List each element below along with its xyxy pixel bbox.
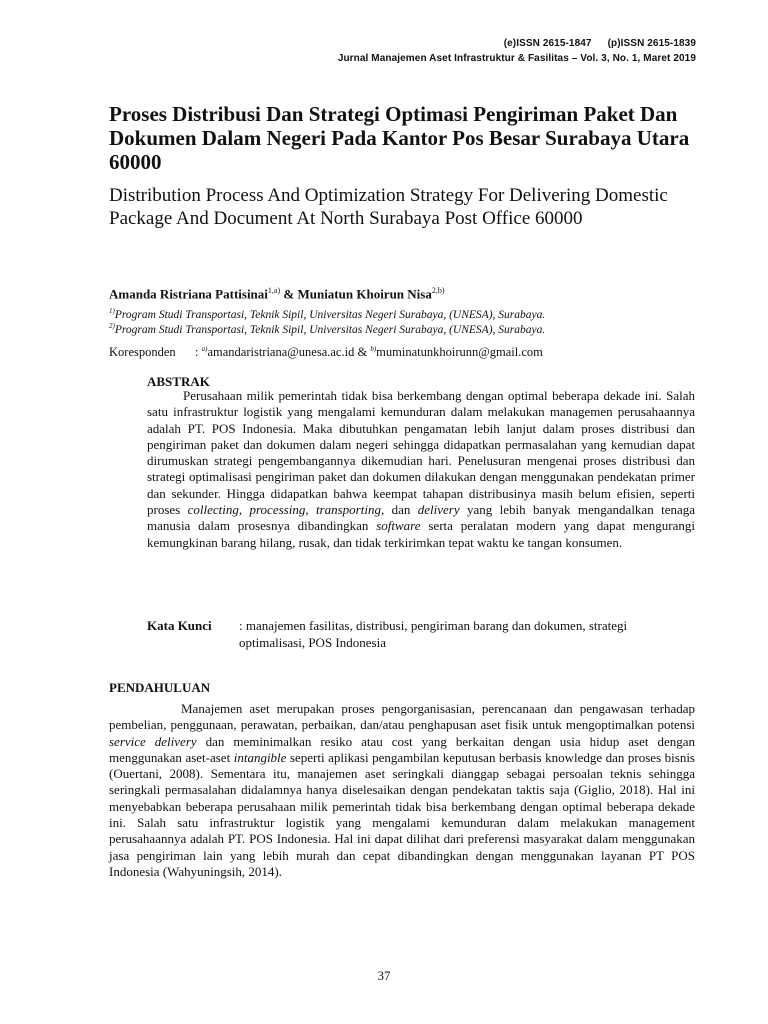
paper-title: Proses Distribusi Dan Strategi Optimasi Pengiriman Paket Dan Dokumen Dalam Negeri Pada Kantor Pos Besar Surabaya Utara 60000: [109, 102, 690, 174]
intro-heading: PENDAHULUAN: [109, 680, 211, 695]
keywords-text: : manajemen fasilitas, distribusi, pengiriman barang dan dokumen, strategi optimalisasi, POS Indonesia: [239, 618, 628, 650]
abstract-text-3: yang lebih banyak mengandalkan tenaga manusia dalam prosesnya dibandingkan: [147, 502, 695, 534]
issn-line: [504, 38, 696, 49]
affiliation-1: [109, 307, 545, 321]
authors: [109, 286, 445, 302]
intro-body: [109, 701, 695, 880]
intro-italic-1: service delivery: [109, 733, 197, 749]
author-2-sup: 2,b): [431, 286, 445, 295]
author-separator: &: [280, 286, 298, 302]
author-2: Muniatun Khoirun Nisa: [297, 286, 432, 302]
intro-text-2: dan meminimalkan resiko atau cost yang berkaitan dengan usia hidup aset dengan menggunakan aset-aset: [109, 733, 695, 765]
abstract-text-2: dan: [384, 502, 418, 518]
correspondence-label: Koresponden: [109, 345, 176, 360]
page-number: 37: [377, 968, 391, 983]
correspondence-colon: :: [195, 345, 202, 360]
keywords: [147, 618, 695, 651]
pissn: (p)ISSN 2615-1839: [607, 38, 696, 49]
abstract-italic-1: collecting, processing, transporting,: [187, 502, 385, 518]
intro-text-1: Manajemen aset merupakan proses pengorganisasian, perencanaan dan pengawasan terhadap pembelian, penggunaan, perawatan, perbaikan, dan/atau penghapusan aset fisik untuk mengoptimalkan potensi: [109, 701, 695, 733]
correspondence: [109, 345, 543, 360]
email-b[interactable]: muminatunkhoirunn@gmail.com: [376, 345, 543, 360]
paper-subtitle: Distribution Process And Optimization Strategy For Delivering Domestic Package And Document At North Surabaya Post Office 60000: [109, 185, 668, 229]
affiliation-2: [109, 322, 545, 336]
abstract-italic-2: delivery: [417, 502, 460, 518]
affiliation-1-sup: 1): [109, 307, 115, 315]
author-1: Amanda Ristriana Pattisinai: [109, 286, 268, 302]
intro-text-3: seperti aplikasi pengambilan keputusan berbasis knowledge dan proses bisnis (Ouertani, 2008). Sementara itu, manajemen aset seringkali dianggap sebagai persoalan teknis sehingga seringkali permasalahan didalamnya hanya diselesaikan dengan pendekatan taktis saja (Giglio, 2018). Hal ini menyebabkan beberapa perusahaan milik pemerintah tidak bisa berkembang dengan optimal beberapa dekade ini. Salah satu infrastruktur logistik yang mengalami kemunduran dalam melakukan management perusahaannya adalah PT. POS Indonesia. Hal ini dapat dilihat dari preferensi masyarakat dalam menggunakan jasa pengiriman lain yang lebih murah dan cepat dibandingkan dengan menggunakan layanan PT POS Indonesia (Wahyuningsih, 2014).: [109, 749, 695, 879]
keywords-label: Kata Kunci: [147, 618, 212, 633]
abstract-heading: ABSTRAK: [147, 374, 210, 389]
email-separator: &: [354, 345, 371, 360]
eissn: (e)ISSN 2615-1847: [503, 38, 592, 49]
abstract-italic-3: software: [376, 518, 421, 534]
abstract-text-1: Perusahaan milik pemerintah tidak bisa berkembang dengan optimal beberapa dekade ini. Salah satu infrastruktur logistik yang mengalami kemunduran dalam melakukan managemen perusahaannya adalah PT. POS Indonesia. Maka dibutuhkan pengamatan lebih lanjut dalam proses distribusi dan pengiriman paket dan dokumen dalam negeri sehingga didapatkan permasalahan yang kemudian dapat dirumuskan strategi pengembangannya dikemudian hari. Penelusuran mengenai proses distribusi dan strategi optimalisasi pengiriman paket dan dokumen dilakukan dengan menggunakan pendekatan primer dan sekunder. Hingga didapatkan bahwa keempat tahapan distribusinya masih belum efisien, seperti proses: [147, 388, 695, 518]
email-a[interactable]: amandaristriana@unesa.ac.id: [207, 345, 355, 360]
author-1-sup: 1,a): [267, 286, 281, 295]
abstract-body: [147, 388, 695, 551]
intro-italic-2: intangible: [233, 749, 287, 765]
affiliation-2-sup: 2): [109, 322, 115, 330]
abstract-text-4: serta peralatan modern yang dapat mengurangi kemungkinan barang hilang, rusak, dan tidak terkirimkan tepat waktu ke tangan konsumen.: [147, 518, 695, 550]
journal-line: Jurnal Manajemen Aset Infrastruktur & Fasilitas – Vol. 3, No. 1, Maret 2019: [337, 53, 696, 64]
email-a-sup: a): [201, 345, 208, 353]
affiliation-1-text: Program Studi Transportasi, Teknik Sipil, Universitas Negeri Surabaya, (UNESA), Surabaya.: [114, 308, 546, 321]
email-b-sup: b): [370, 345, 377, 353]
affiliation-2-text: Program Studi Transportasi, Teknik Sipil, Universitas Negeri Surabaya, (UNESA), Surabaya.: [114, 323, 546, 336]
